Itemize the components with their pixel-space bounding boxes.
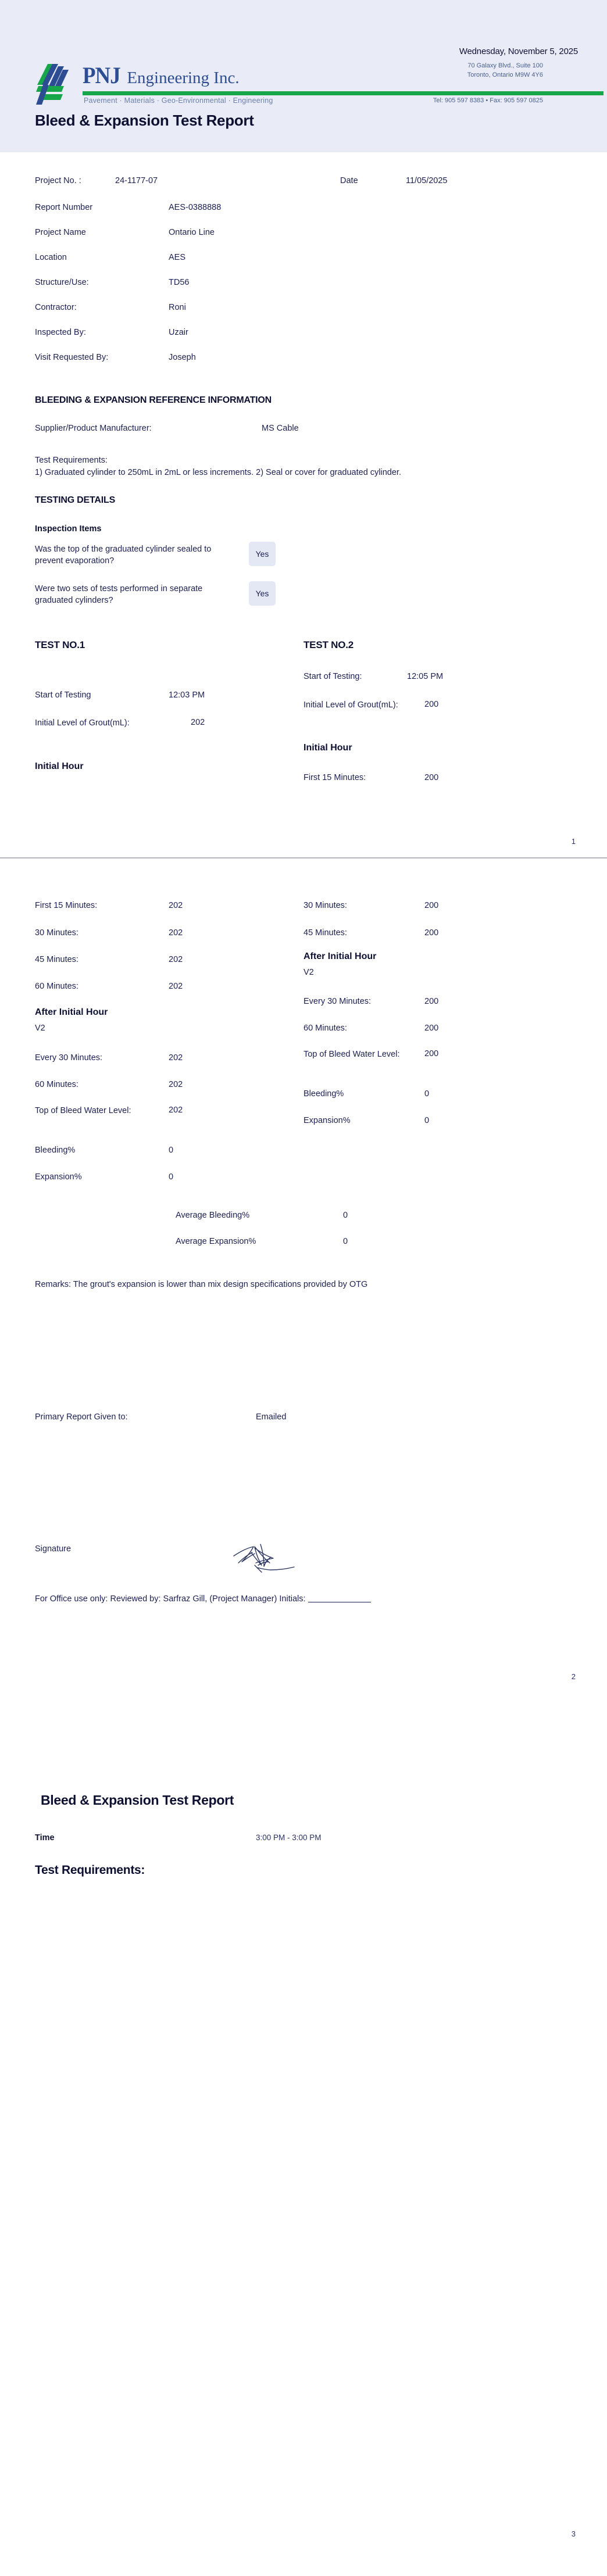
test-1-initial-hour-heading: Initial Hour	[35, 761, 84, 771]
test-1-30-min-label: 30 Minutes:	[35, 928, 78, 938]
test-2-heading: TEST NO.2	[304, 639, 354, 650]
test-1-after-60-label: 60 Minutes:	[35, 1080, 78, 1089]
structure-use-value: TD56	[169, 278, 190, 287]
pnj-logo-icon	[35, 63, 78, 106]
test-1-30-min-value: 202	[169, 928, 183, 938]
primary-report-value: Emailed	[256, 1412, 287, 1422]
company-address	[467, 62, 543, 80]
test-2-bleed-water-value: 200	[424, 1049, 439, 1058]
contractor-value: Roni	[169, 303, 186, 312]
page-number-1: 1	[571, 837, 576, 846]
inspected-by-value: Uzair	[169, 328, 188, 337]
project-no-value: 24-1177-07	[115, 176, 158, 185]
signature-label: Signature	[35, 1544, 72, 1554]
average-bleeding-label: Average Bleeding%	[176, 1211, 250, 1220]
test-2-first-15-value: 200	[424, 773, 439, 782]
inspected-by-label: Inspected By:	[35, 328, 86, 337]
primary-report-label: Primary Report Given to:	[35, 1412, 128, 1422]
inspection-answer-2[interactable]: Yes	[249, 581, 276, 606]
test-1-after-60-value: 202	[169, 1080, 183, 1089]
average-expansion-label: Average Expansion%	[176, 1237, 256, 1246]
project-no-label: Project No. :	[35, 176, 81, 185]
time-value: 3:00 PM - 3:00 PM	[256, 1833, 322, 1842]
test-1-60-min-label: 60 Minutes:	[35, 982, 78, 991]
office-use-line	[35, 1593, 371, 1605]
address-line-2: Toronto, Ontario M9W 4Y6	[467, 71, 543, 78]
page-title: Bleed & Expansion Test Report	[35, 112, 254, 129]
test-requirements-label: Test Requirements:	[35, 456, 108, 465]
test-2-45-min-value: 200	[424, 928, 439, 938]
test-2-initial-level-value: 200	[424, 700, 439, 709]
supplier-value: MS Cable	[262, 424, 299, 433]
inspection-items-heading: Inspection Items	[35, 524, 102, 534]
test-1-expansion-value: 0	[169, 1172, 174, 1182]
header-date: Wednesday, November 5, 2025	[459, 46, 578, 56]
company-wordmark	[83, 64, 240, 88]
structure-use-label: Structure/Use:	[35, 278, 89, 287]
company-contact: Tel: 905 597 8383 • Fax: 905 597 0825	[433, 97, 543, 104]
test-1-60-min-value: 202	[169, 982, 183, 991]
test-2-after-hour-heading: After Initial Hour	[304, 951, 377, 961]
visit-requested-by-value: Joseph	[169, 353, 196, 362]
test-2-every-30-label: Every 30 Minutes:	[304, 997, 372, 1006]
test-1-first-15-value: 202	[169, 901, 183, 910]
test-2-after-60-label: 60 Minutes:	[304, 1024, 347, 1033]
test-2-bleeding-label: Bleeding%	[304, 1089, 344, 1099]
address-line-1: 70 Galaxy Blvd., Suite 100	[467, 62, 543, 69]
test-2-30-min-label: 30 Minutes:	[304, 901, 347, 910]
company-logo	[35, 62, 572, 108]
test-1-first-15-label: First 15 Minutes:	[35, 901, 98, 910]
test-1-bleed-water-value: 202	[169, 1105, 183, 1115]
time-label: Time	[35, 1833, 55, 1842]
test-2-30-min-value: 200	[424, 901, 439, 910]
signature-image	[228, 1540, 304, 1582]
contractor-label: Contractor:	[35, 303, 77, 312]
page-3-test-requirements-heading: Test Requirements:	[35, 1863, 145, 1877]
test-1-bleed-water-label: Top of Bleed Water Level:	[35, 1106, 131, 1115]
report-number-label: Report Number	[35, 203, 93, 212]
test-1-bleeding-value: 0	[169, 1146, 174, 1155]
page-3-title: Bleed & Expansion Test Report	[41, 1793, 234, 1808]
supplier-label: Supplier/Product Manufacturer:	[35, 424, 152, 433]
inspection-question-1: Was the top of the graduated cylinder sealed to prevent evaporation?	[35, 545, 212, 566]
test-2-expansion-value: 0	[424, 1116, 430, 1125]
location-label: Location	[35, 253, 67, 262]
company-name-pnj: PNJ	[83, 62, 120, 88]
reference-section-heading: BLEEDING & EXPANSION REFERENCE INFORMATION	[35, 395, 272, 405]
remarks-text: Remarks: The grout's expansion is lower than mix design specifications provided by OTG	[35, 1280, 368, 1289]
test-1-heading: TEST NO.1	[35, 639, 85, 650]
test-1-initial-level-label: Initial Level of Grout(mL):	[35, 718, 130, 728]
test-1-after-hour-heading: After Initial Hour	[35, 1007, 108, 1017]
test-1-45-min-label: 45 Minutes:	[35, 955, 78, 964]
test-1-every-30-value: 202	[169, 1053, 183, 1062]
test-2-bleed-water-label: Top of Bleed Water Level:	[304, 1050, 400, 1059]
test-2-start-value: 12:05 PM	[407, 672, 444, 681]
report-page-2	[0, 858, 607, 1717]
test-2-after-60-value: 200	[424, 1024, 439, 1033]
test-1-start-label: Start of Testing	[35, 690, 91, 700]
report-page-1	[0, 0, 607, 858]
page-number-3: 3	[571, 2530, 576, 2538]
office-use-text: For Office use only: Reviewed by: Sarfraz Gill, (Project Manager) Initials:	[35, 1594, 306, 1604]
average-expansion-value: 0	[343, 1237, 348, 1246]
testing-details-heading: TESTING DETAILS	[35, 495, 116, 505]
inspection-question-2: Were two sets of tests performed in separate graduated cylinders?	[35, 584, 203, 605]
company-tagline: Pavement · Materials · Geo-Environmental · Engineering	[84, 96, 273, 105]
test-1-expansion-label: Expansion%	[35, 1172, 82, 1182]
logo-green-rule	[83, 91, 604, 95]
test-2-first-15-label: First 15 Minutes:	[304, 773, 366, 782]
test-1-45-min-value: 202	[169, 955, 183, 964]
test-2-initial-hour-heading: Initial Hour	[304, 743, 352, 753]
project-name-value: Ontario Line	[169, 228, 215, 237]
date-value: 11/05/2025	[406, 176, 448, 185]
company-name-engineering: Engineering Inc.	[127, 69, 240, 87]
test-2-after-hour-sub: V2	[304, 968, 314, 977]
test-2-expansion-label: Expansion%	[304, 1116, 351, 1125]
test-2-initial-level-label: Initial Level of Grout(mL):	[304, 700, 398, 710]
test-1-bleeding-label: Bleeding%	[35, 1146, 76, 1155]
test-1-after-hour-sub: V2	[35, 1024, 45, 1033]
test-1-initial-level-value: 202	[191, 718, 205, 727]
project-name-label: Project Name	[35, 228, 86, 237]
date-label: Date	[340, 176, 358, 185]
test-2-45-min-label: 45 Minutes:	[304, 928, 347, 938]
test-2-bleeding-value: 0	[424, 1089, 430, 1099]
average-bleeding-value: 0	[343, 1211, 348, 1220]
report-page-3	[0, 1717, 607, 2576]
inspection-answer-1[interactable]: Yes	[249, 542, 276, 566]
visit-requested-by-label: Visit Requested By:	[35, 353, 109, 362]
test-2-start-label: Start of Testing:	[304, 672, 362, 681]
test-requirements-text: 1) Graduated cylinder to 250mL in 2mL or less increments. 2) Seal or cover for graduated cylinder.	[35, 468, 401, 477]
test-1-every-30-label: Every 30 Minutes:	[35, 1053, 103, 1062]
report-number-value: AES-0388888	[169, 203, 222, 212]
initials-blank-line[interactable]	[308, 1595, 371, 1602]
test-2-every-30-value: 200	[424, 997, 439, 1006]
test-1-start-value: 12:03 PM	[169, 690, 205, 700]
location-value: AES	[169, 253, 186, 262]
page-number-2: 2	[571, 1672, 576, 1681]
